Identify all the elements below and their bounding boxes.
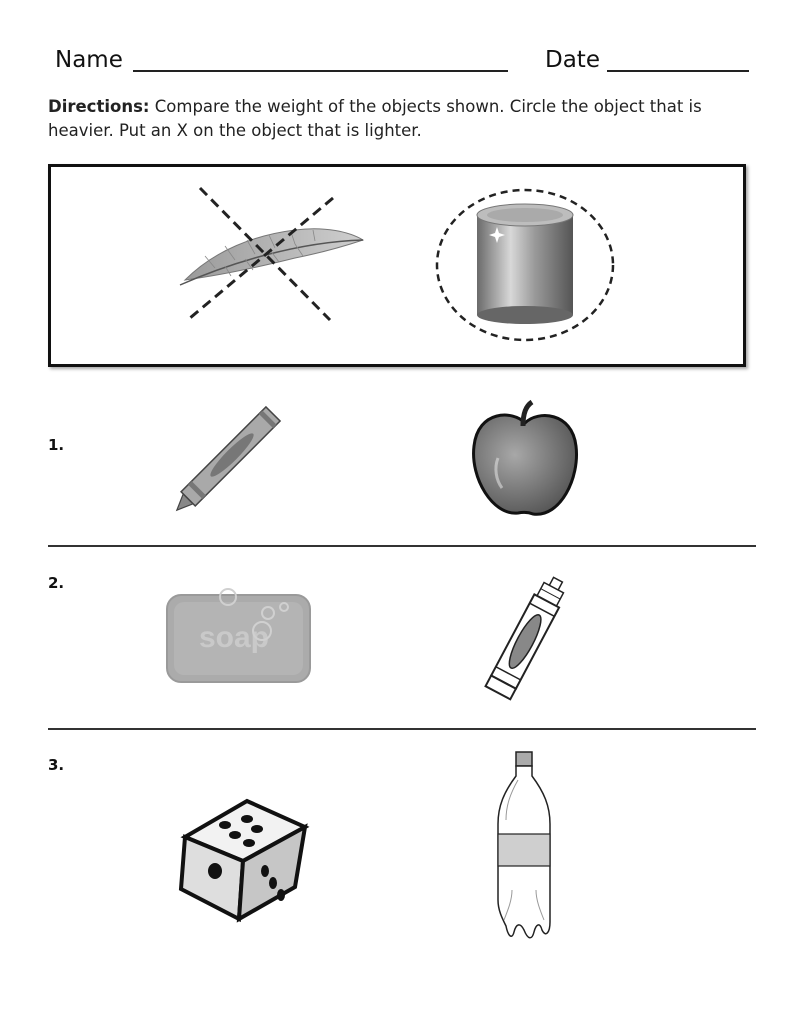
date-line[interactable] — [607, 70, 749, 72]
bottle-icon — [490, 750, 560, 945]
question-number-3: 3. — [48, 756, 65, 774]
soap-icon — [164, 585, 314, 685]
name-line[interactable] — [133, 70, 508, 72]
apple-icon — [468, 398, 583, 520]
divider-2 — [48, 728, 756, 730]
question-number-1: 1. — [48, 436, 65, 454]
soap-label: soap — [198, 621, 270, 654]
name-label: Name — [55, 47, 123, 73]
directions — [48, 95, 758, 143]
date-label: Date — [545, 47, 600, 73]
feather-icon — [175, 180, 375, 325]
marker-icon — [480, 573, 575, 703]
can-icon — [435, 187, 615, 343]
divider-1 — [48, 545, 756, 547]
example-box — [48, 164, 746, 367]
question-number-2: 2. — [48, 574, 65, 592]
directions-text: Compare the weight of the objects shown. Circle the object that is heavier. Put an X on the object that is lighter. — [48, 97, 702, 140]
crayon-icon — [172, 398, 292, 513]
directions-label: Directions: — [48, 97, 150, 116]
die-icon — [177, 797, 312, 922]
